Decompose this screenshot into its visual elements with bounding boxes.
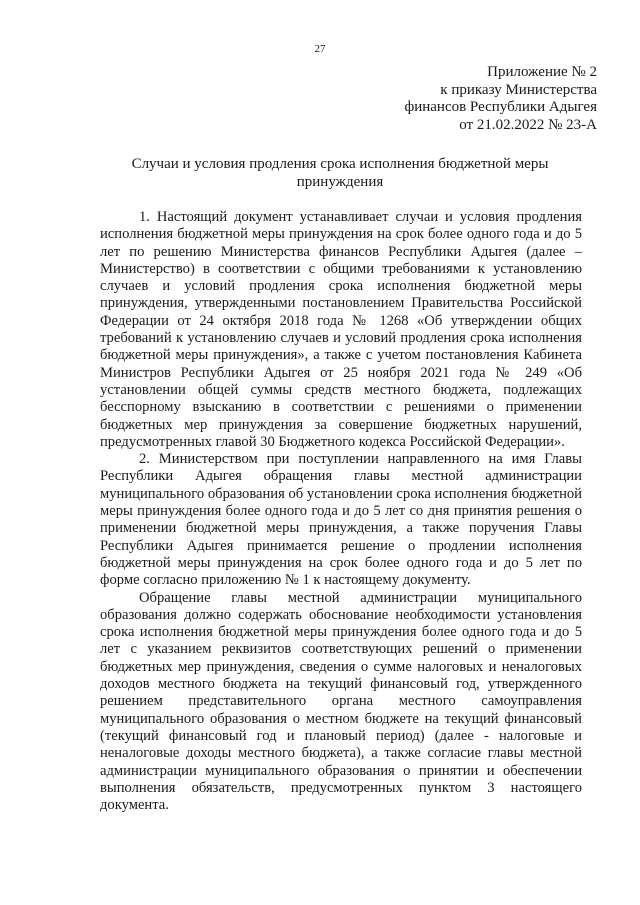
document-body (100, 209, 582, 814)
paragraph-2: 2. Министерством при поступлении направленного на имя Главы Республики Адыгея обращения главы местной администрации муниципального образования об установлении срока исполнения бюджетной меры принуждения более одного года и до 5 лет со дня принятия решения о применении бюджетной меры принуждения, а также поручения Главы Республики Адыгея принимается решение о продлении исполнения бюджетной меры принуждения на срок более одного года и до 5 лет по форме согласно приложению № 1 к настоящему документу. (100, 451, 582, 589)
appendix-ministry: финансов Республики Адыгея (404, 99, 597, 115)
appendix-header (337, 64, 597, 134)
paragraph-1: 1. Настоящий документ устанавливает случаи и условия продления исполнения бюджетной меры принуждения на срок более одного года и до 5 лет по решению Министерства финансов Республики Адыгея (далее – Министерство) в соответствии с общими требованиями к установлению случаев и условий продления срока исполнения бюджетной меры принуждения, утвержденными постановлением Правительства Российской Федерации от 24 октября 2018 года № 1268 «Об утверждении общих требований к установлению случаев и условий продления срока исполнения бюджетной меры принуждения», а также с учетом постановления Кабинета Министров Республики Адыгея от 25 ноября 2021 года № 249 «Об установлении общей суммы средств местного бюджета, подлежащих бесспорному взысканию в соответствии с решениями о применении бюджетных мер принуждения за совершение бюджетных нарушений, предусмотренных главой 30 Бюджетного кодекса Российской Федерации». (100, 209, 582, 450)
document-title: Случаи и условия продления срока исполнения бюджетной меры принуждения (131, 156, 549, 190)
appendix-order-ref: к приказу Министерства (440, 81, 597, 98)
page-number: 27 (314, 43, 326, 55)
appendix-number: Приложение № 2 (487, 64, 597, 80)
appendix-date-number: от 21.02.2022 № 23-А (459, 116, 597, 133)
paragraph-3: Обращение главы местной администрации муниципального образования должно содержать обоснование необходимости установления срока исполнения бюджетной меры принуждения более одного года и до 5 лет с указанием реквизитов соответствующих решений о применении бюджетных мер принуждения, сведения о сумме налоговых и неналоговых доходов местного бюджета на текущий финансовый год, утвержденного решением представительного органа местного самоуправления муниципального образования о местном бюджете на текущий финансовый (текущий финансовый год и плановый период) (далее - налоговые и неналоговые доходы местного бюджета), а также согласие главы местной администрации муниципального образования о принятии и обеспечении выполнения обязательств, предусмотренных пунктом 3 настоящего документа. (100, 589, 582, 814)
